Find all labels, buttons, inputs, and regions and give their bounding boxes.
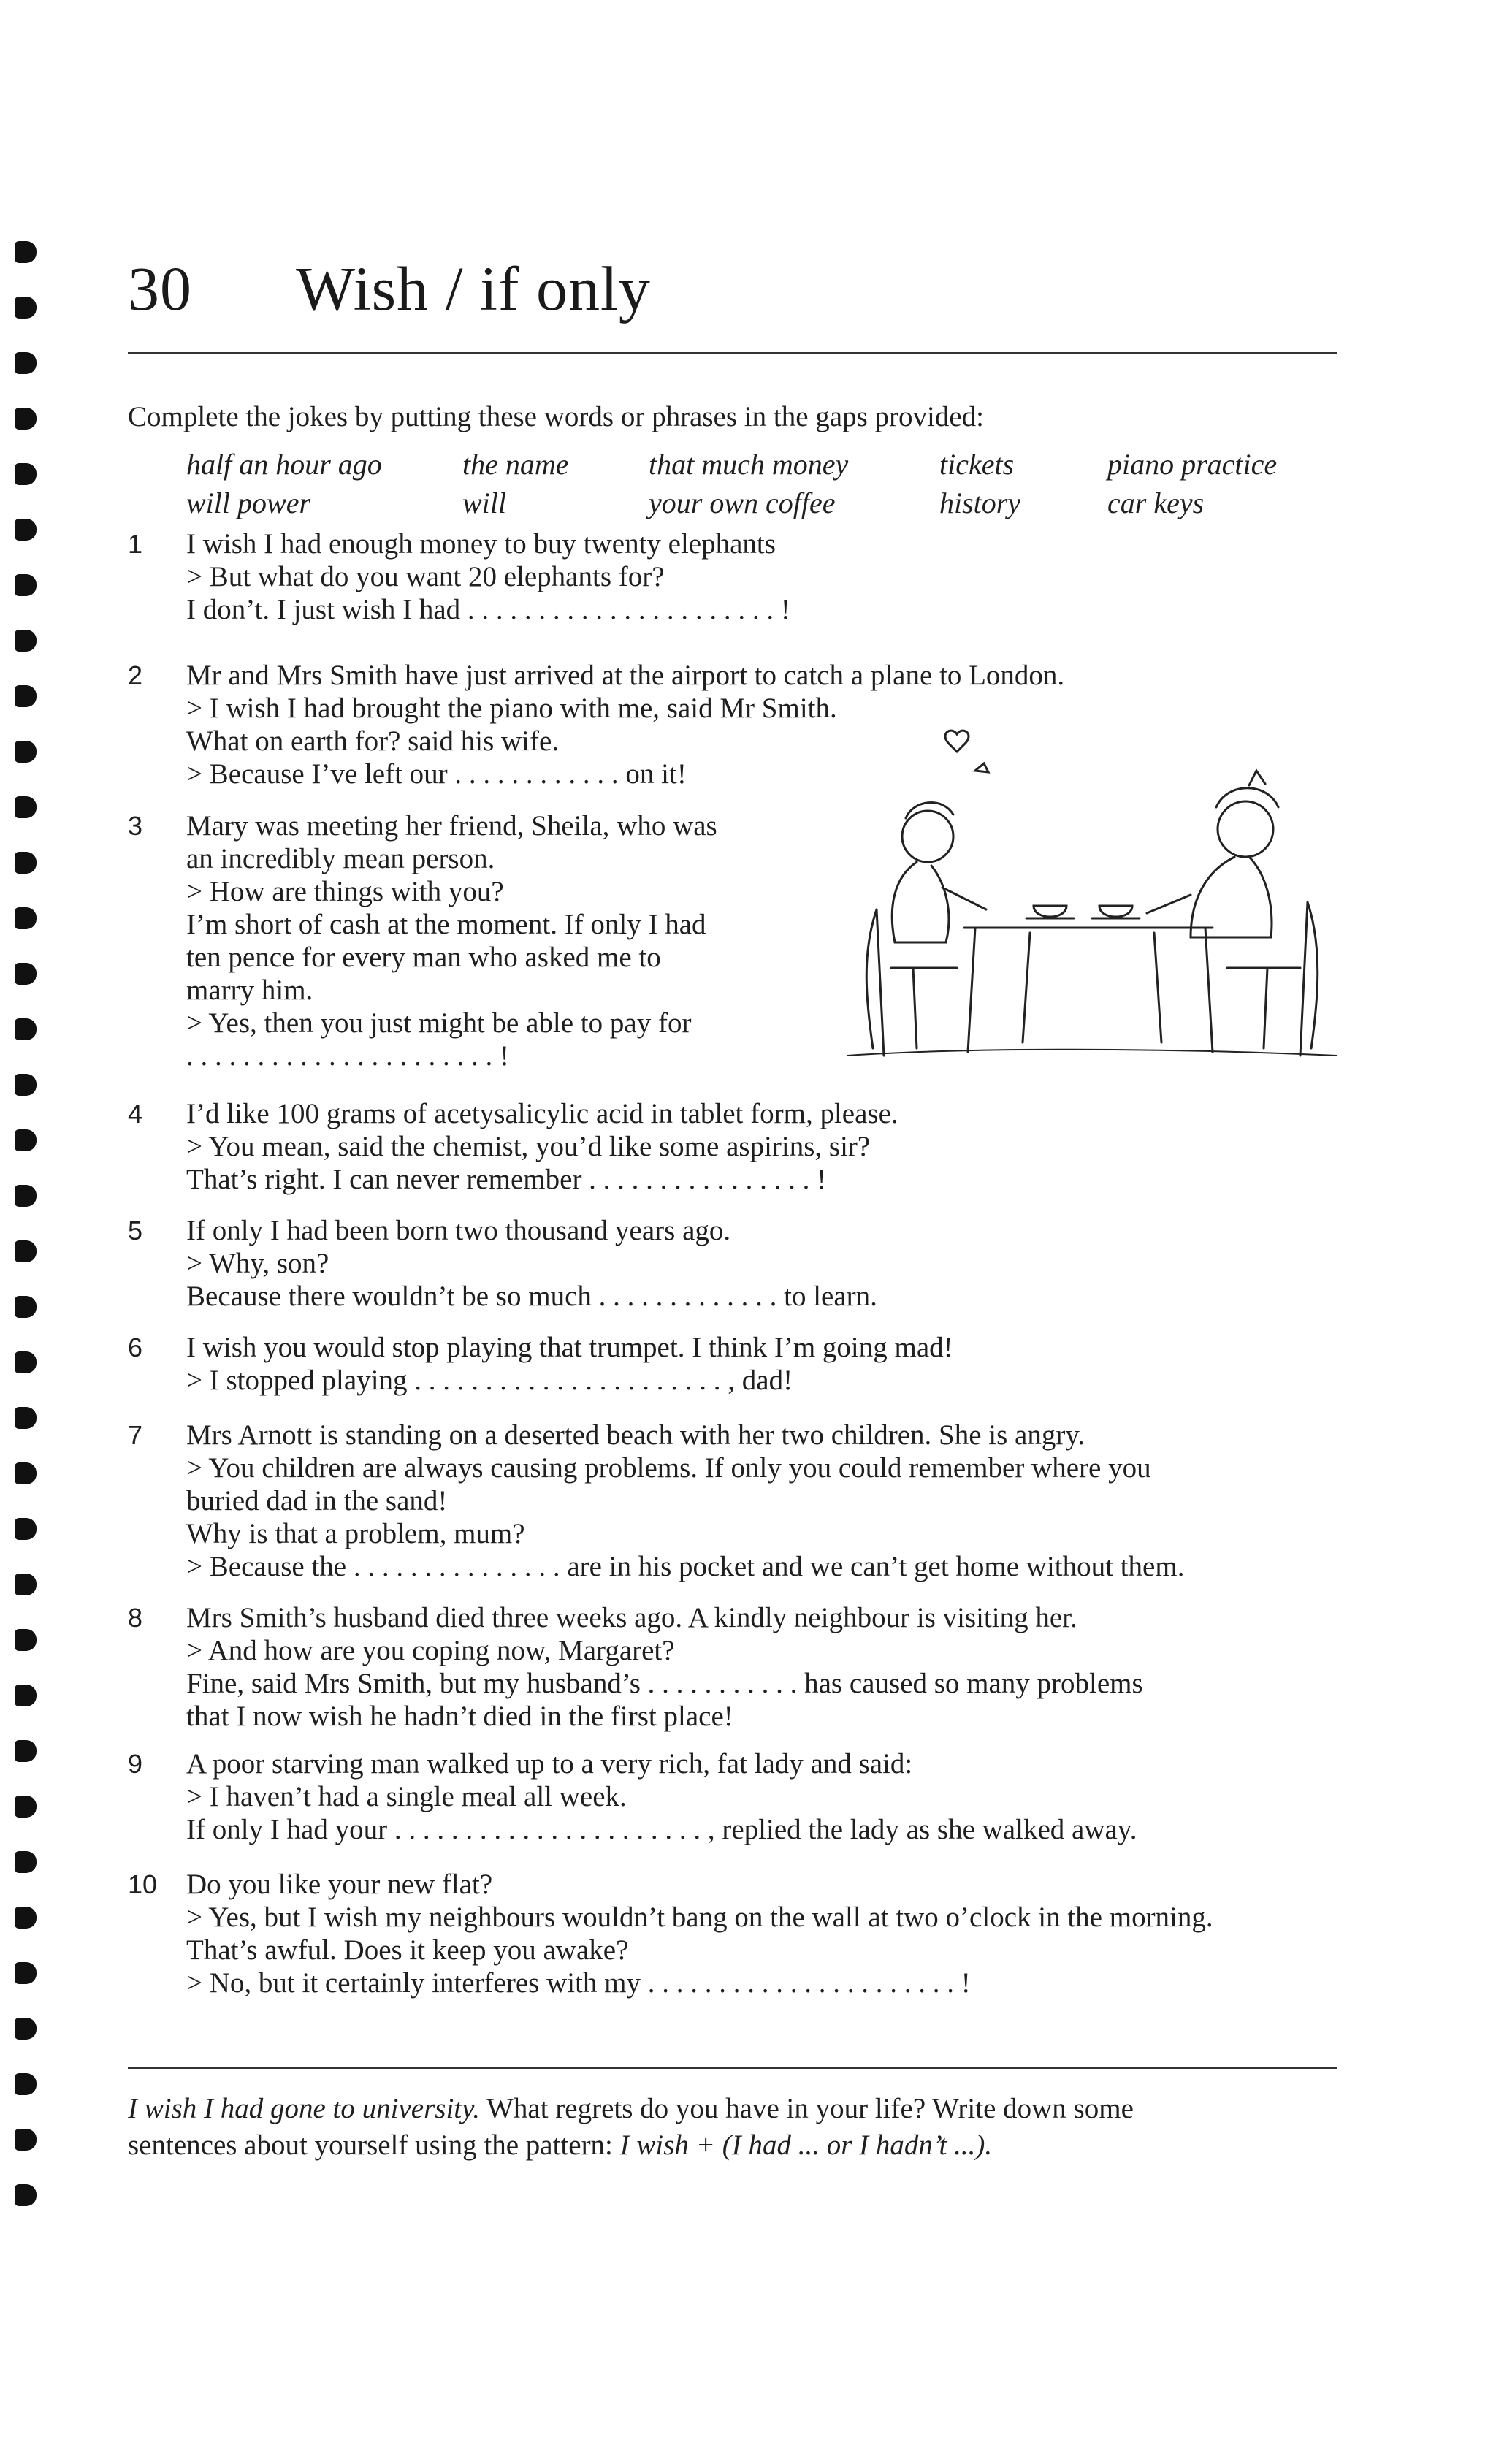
item-text <box>186 1601 1143 1733</box>
item-line: buried dad in the sand! <box>186 1485 448 1517</box>
binding-hole <box>15 1407 37 1429</box>
binding-hole <box>15 852 37 874</box>
binding-hole <box>15 796 37 818</box>
unit-header <box>128 252 1333 325</box>
binding-hole <box>15 2129 37 2151</box>
binding-hole <box>15 1018 37 1040</box>
word-box-item: piano practice <box>1107 448 1278 481</box>
item-text <box>186 1419 1184 1583</box>
binding-hole <box>15 574 37 596</box>
item-number: 4 <box>128 1099 143 1129</box>
item-line: Fine, said Mrs Smith, but my husband’s . . . . . . . . . . . has caused so many problems <box>186 1668 1143 1699</box>
item-line: Mary was meeting her friend, Sheila, who was <box>186 810 717 842</box>
item-number: 10 <box>128 1869 158 1899</box>
item-text <box>186 527 790 626</box>
item-line: > Why, son? <box>186 1248 329 1279</box>
binding-hole <box>15 2073 37 2095</box>
word-box-item: your own coffee <box>649 487 836 519</box>
item-line: marry him. <box>186 974 313 1006</box>
item-line: > Because I’ve left our . . . . . . . . . . . . on it! <box>186 758 687 790</box>
item-line: > I wish I had brought the piano with me, said Mr Smith. <box>186 693 837 724</box>
item-line: > I stopped playing . . . . . . . . . . . . . . . . . . . . . . , dad! <box>186 1365 793 1396</box>
word-box-item: the name <box>462 448 569 481</box>
item-number: 7 <box>128 1420 143 1450</box>
binding-hole <box>15 241 37 263</box>
binding-hole <box>15 630 37 652</box>
task-text-2: sentences about yourself using the pattern: <box>128 2129 620 2161</box>
binding-hole <box>15 519 37 541</box>
word-box-item: tickets <box>939 448 1015 481</box>
binding-hole <box>15 1962 37 1984</box>
word-box <box>186 447 1355 520</box>
item-text <box>186 1331 953 1397</box>
item-line: > I haven’t had a single meal all week. <box>186 1781 627 1812</box>
item-line: Why is that a problem, mum? <box>186 1518 525 1549</box>
item-line: > You mean, said the chemist, you’d like some aspirins, sir? <box>186 1131 871 1162</box>
item-number: 6 <box>128 1332 143 1362</box>
item-line: > And how are you coping now, Margaret? <box>186 1635 675 1666</box>
task-lead: I wish I had gone to university. <box>128 2093 481 2124</box>
task-text-1: What regrets do you have in your life? Write down some <box>480 2093 1134 2124</box>
binding-hole <box>15 1129 37 1151</box>
word-box-item: will <box>462 487 507 519</box>
item-line: > But what do you want 20 elephants for? <box>186 561 665 592</box>
item-line: that I now wish he hadn’t died in the first place! <box>186 1701 733 1732</box>
item-line: ten pence for every man who asked me to <box>186 942 661 973</box>
item-number: 8 <box>128 1603 143 1633</box>
binding-hole <box>15 1462 37 1484</box>
binding-hole <box>15 1796 37 1818</box>
binding-hole <box>15 1574 37 1595</box>
writing-task <box>128 2091 1355 2164</box>
item-text <box>186 1214 877 1313</box>
item-line: If only I had been born two thousand years ago. <box>186 1215 731 1246</box>
binding-hole <box>15 963 37 985</box>
item-line: . . . . . . . . . . . . . . . . . . . . . . ! <box>186 1040 509 1072</box>
item-line: I wish you would stop playing that trumpet. I think I’m going mad! <box>186 1332 953 1363</box>
item-line: Mr and Mrs Smith have just arrived at the airport to catch a plane to London. <box>186 660 1065 691</box>
item-line: A poor starving man walked up to a very rich, fat lady and said: <box>186 1748 913 1780</box>
unit-title: Wish / if only <box>296 253 651 324</box>
item-line: > How are things with you? <box>186 876 504 907</box>
binding-hole <box>15 1185 37 1207</box>
cafe-illustration <box>847 727 1337 1063</box>
item-line: If only I had your . . . . . . . . . . . . . . . . . . . . . . , replied the lady as she walked away. <box>186 1814 1137 1845</box>
item-line: That’s right. I can never remember . . . . . . . . . . . . . . . . ! <box>186 1164 827 1195</box>
item-line: What on earth for? said his wife. <box>186 725 560 757</box>
word-box-item: history <box>939 487 1021 519</box>
item-line: Mrs Arnott is standing on a deserted beach with her two children. She is angry. <box>186 1419 1085 1451</box>
item-text <box>186 1097 898 1196</box>
item-line: > You children are always causing problems. If only you could remember where you <box>186 1452 1151 1484</box>
binding-hole <box>15 1240 37 1262</box>
binding-hole <box>15 1074 37 1096</box>
binding-hole <box>15 1685 37 1706</box>
binding-hole <box>15 907 37 929</box>
item-text <box>186 1868 1213 1999</box>
binding-hole <box>15 297 37 319</box>
item-line: Because there wouldn’t be so much . . . . . . . . . . . . . to learn. <box>186 1281 877 1312</box>
item-line: an incredibly mean person. <box>186 843 495 874</box>
item-number: 5 <box>128 1216 143 1246</box>
item-number: 9 <box>128 1749 143 1779</box>
binding-hole <box>15 1518 37 1540</box>
binding-hole <box>15 1629 37 1651</box>
item-line: I’m short of cash at the moment. If only I had <box>186 909 706 940</box>
task-pattern: I wish + (I had ... or I hadn’t ...). <box>619 2129 993 2161</box>
item-line: > Yes, then you just might be able to pay for <box>186 1007 692 1039</box>
spiral-binding <box>15 241 44 2228</box>
binding-hole <box>15 463 37 485</box>
item-line: I wish I had enough money to buy twenty elephants <box>186 528 776 560</box>
item-number: 2 <box>128 660 143 690</box>
item-line: > Yes, but I wish my neighbours wouldn’t bang on the wall at two o’clock in the morning. <box>186 1902 1213 1933</box>
binding-hole <box>15 741 37 763</box>
binding-hole <box>15 2018 37 2040</box>
binding-hole <box>15 1851 37 1873</box>
item-line: That’s awful. Does it keep you awake? <box>186 1934 629 1966</box>
binding-hole <box>15 685 37 707</box>
item-line: I don’t. I just wish I had . . . . . . . . . . . . . . . . . . . . . . ! <box>186 594 790 625</box>
item-text <box>186 809 717 1072</box>
word-box-item: car keys <box>1107 487 1205 519</box>
item-line: I’d like 100 grams of acetysalicylic acid in tablet form, please. <box>186 1098 898 1129</box>
instruction-text: Complete the jokes by putting these words or phrases in the gaps provided: <box>128 401 984 432</box>
item-number: 3 <box>128 811 143 841</box>
binding-hole <box>15 1296 37 1318</box>
word-box-item: will power <box>186 487 311 519</box>
word-box-item: that much money <box>649 448 849 481</box>
item-line: > No, but it certainly interferes with my . . . . . . . . . . . . . . . . . . . . . . ! <box>186 1967 971 1999</box>
header-rule <box>128 352 1337 354</box>
unit-number: 30 <box>128 253 192 324</box>
footer-rule <box>128 2067 1337 2069</box>
binding-hole <box>15 2184 37 2206</box>
item-line: Mrs Smith’s husband died three weeks ago. A kindly neighbour is visiting her. <box>186 1602 1077 1633</box>
word-box-item: half an hour ago <box>186 448 382 481</box>
binding-hole <box>15 1351 37 1373</box>
item-text <box>186 1747 1137 1846</box>
item-line: > Because the . . . . . . . . . . . . . . . are in his pocket and we can’t get home without them. <box>186 1551 1185 1582</box>
item-line: Do you like your new flat? <box>186 1869 493 1900</box>
binding-hole <box>15 408 37 430</box>
binding-hole <box>15 1740 37 1762</box>
item-number: 1 <box>128 529 143 559</box>
binding-hole <box>15 352 37 374</box>
binding-hole <box>15 1907 37 1929</box>
